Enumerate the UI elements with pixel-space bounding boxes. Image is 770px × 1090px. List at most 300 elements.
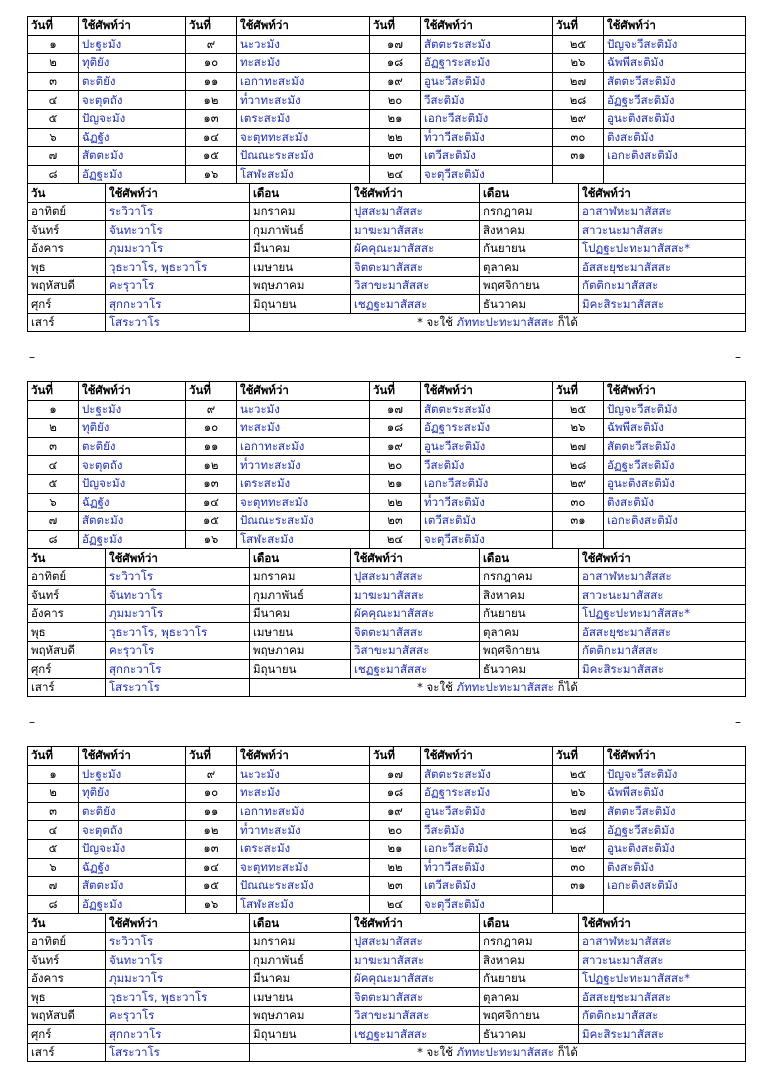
day-number: ๒๓ — [370, 512, 421, 531]
weekday-pali-word: วุธะวาโร, พุธะวาโร — [106, 258, 250, 277]
footnote-prefix: * จะใช้ — [417, 680, 457, 695]
day-pali-word: จะตุวีสะติมัง — [421, 530, 553, 549]
day-number: ๑ — [28, 35, 79, 54]
day-pali-word: อัฏฐะมัง — [79, 895, 186, 914]
weekday-name: พุธ — [28, 623, 106, 642]
month-name: สิงหาคม — [480, 586, 579, 605]
month-name: ธันวาคม — [480, 295, 579, 314]
word-header: ใช้ศัพท์ว่า — [237, 17, 370, 36]
table-row — [28, 839, 746, 858]
month-pali-word: อาสาฬหะมาสัสสะ — [579, 567, 746, 586]
day-number: ๓๐ — [553, 128, 604, 147]
day-no-header: วันที่ — [370, 747, 421, 766]
table-row — [28, 313, 746, 332]
day-number: ๓๐ — [553, 493, 604, 512]
day-number: ๒๙ — [553, 839, 604, 858]
day-pali-word: ฉัฏฐัง — [79, 858, 186, 877]
weekday-name: อังคาร — [28, 239, 106, 258]
day-pali-word: อัฏฐะมัง — [79, 530, 186, 549]
table-row — [28, 493, 746, 512]
weekday-name: จันทร์ — [28, 221, 106, 240]
calendar-block — [27, 381, 745, 697]
day-pali-word: ฉัพพีสะติมัง — [604, 784, 746, 803]
day-number: ๑๙ — [370, 802, 421, 821]
weekday-pali-word: ระวิวาโร — [106, 932, 250, 951]
day-pali-word: ท๎วาวีสะติมัง — [421, 493, 553, 512]
day-number: ๓ — [28, 802, 79, 821]
table-row — [28, 54, 746, 73]
day-number: ๑๓ — [186, 474, 237, 493]
day-pali-word: เตวีสะติมัง — [421, 877, 553, 896]
footnote-prefix: * จะใช้ — [417, 315, 457, 330]
word-header: ใช้ศัพท์ว่า — [579, 914, 746, 932]
day-number: ๒๐ — [370, 821, 421, 840]
month-header: เดือน — [250, 914, 351, 932]
day-number: ๒๔ — [370, 165, 421, 184]
day-pali-word: อัฏฐะวีสะติมัง — [604, 91, 746, 110]
day-pali-word: ปัณณะระสะมัง — [237, 512, 370, 531]
weekday-pali-word: คะรุวาโร — [106, 1006, 250, 1025]
month-name: กันยายน — [480, 604, 579, 623]
weekday-name: พฤหัสบดี — [28, 1006, 106, 1025]
day-no-header: วันที่ — [370, 382, 421, 401]
table-row — [28, 276, 746, 295]
day-pali-word: ปัญจะวีสะติมัง — [604, 765, 746, 784]
table-row — [28, 147, 746, 166]
table-row — [28, 895, 746, 914]
month-name: มีนาคม — [250, 604, 351, 623]
day-pali-word: ตะติยัง — [79, 72, 186, 91]
month-name: เมษายน — [250, 258, 351, 277]
day-pali-word: สัตตะระสะมัง — [421, 400, 553, 419]
month-name: มกราคม — [250, 567, 351, 586]
day-pali-word: ปะฐะมัง — [79, 35, 186, 54]
day-no-header: วันที่ — [28, 747, 79, 766]
day-table-header-row — [28, 747, 746, 766]
weekday-name: พุธ — [28, 258, 106, 277]
day-number: ๒๘ — [553, 821, 604, 840]
word-header: ใช้ศัพท์ว่า — [106, 914, 250, 932]
day-pali-word: เอกาทะสะมัง — [237, 437, 370, 456]
word-header: ใช้ศัพท์ว่า — [421, 382, 553, 401]
day-number: ๑๐ — [186, 419, 237, 438]
day-number: ๒๖ — [553, 784, 604, 803]
day-pali-word: อูนะติงสะติมัง — [604, 839, 746, 858]
weekday-header: วัน — [28, 184, 106, 202]
empty-cell — [553, 165, 604, 184]
weekday-pali-word: จันทะวาโร — [106, 951, 250, 970]
day-number: ๙ — [186, 400, 237, 419]
table-row — [28, 419, 746, 438]
day-number: ๒๔ — [370, 895, 421, 914]
day-pali-word: ท๎วาวีสะติมัง — [421, 128, 553, 147]
day-pali-word: โสฬะสะมัง — [237, 895, 370, 914]
day-pali-word: ปัณณะระสะมัง — [237, 147, 370, 166]
day-pali-word: อัฏฐาระสะมัง — [421, 419, 553, 438]
day-table-header-row — [28, 382, 746, 401]
calendar-block — [27, 16, 745, 332]
month-name: กรกฎาคม — [480, 202, 579, 221]
weekday-month-header-row — [28, 549, 746, 567]
day-no-header: วันที่ — [370, 17, 421, 36]
day-number: ๒๓ — [370, 877, 421, 896]
day-pali-word: ท๎วาทะสะมัง — [237, 456, 370, 475]
day-number: ๕ — [28, 109, 79, 128]
table-row — [28, 400, 746, 419]
table-row — [28, 969, 746, 988]
weekday-name: อาทิตย์ — [28, 567, 106, 586]
day-pali-word: จะตุททะสะมัง — [237, 858, 370, 877]
day-number: ๒๙ — [553, 109, 604, 128]
day-pali-word: ทุติยัง — [79, 419, 186, 438]
day-number: ๑๘ — [370, 54, 421, 73]
month-pali-word: วิสาขะมาสัสสะ — [351, 1006, 480, 1025]
month-pali-word: สาวะนะมาสัสสะ — [579, 951, 746, 970]
weekday-pali-word: วุธะวาโร, พุธะวาโร — [106, 623, 250, 642]
day-pali-word: ปะฐะมัง — [79, 400, 186, 419]
empty-cell — [604, 530, 746, 549]
day-number: ๑ — [28, 765, 79, 784]
word-header: ใช้ศัพท์ว่า — [579, 184, 746, 202]
month-pali-word: จิตตะมาสัสสะ — [351, 988, 480, 1007]
empty-cell — [604, 165, 746, 184]
day-pali-word: เอกะวีสะติมัง — [421, 109, 553, 128]
month-name: มกราคม — [250, 932, 351, 951]
weekday-name: ศุกร์ — [28, 660, 106, 679]
day-pali-word: ทะสะมัง — [237, 784, 370, 803]
word-header: ใช้ศัพท์ว่า — [351, 914, 480, 932]
day-pali-word: เตระสะมัง — [237, 839, 370, 858]
day-pali-word: ทุติยัง — [79, 784, 186, 803]
weekday-month-header-row — [28, 914, 746, 932]
weekday-pali-word: โสระวาโร — [106, 678, 250, 697]
month-name: มกราคม — [250, 202, 351, 221]
cut-mark-left: – — [29, 350, 35, 364]
day-pali-word: ฉัฏฐัง — [79, 128, 186, 147]
day-number: ๒๘ — [553, 456, 604, 475]
table-row — [28, 784, 746, 803]
day-number: ๑๔ — [186, 858, 237, 877]
month-pali-word: จิตตะมาสัสสะ — [351, 623, 480, 642]
day-number: ๑๕ — [186, 877, 237, 896]
table-row — [28, 641, 746, 660]
month-name: กรกฎาคม — [480, 932, 579, 951]
footnote-alt-word: ภัททะปะทะมาสัสสะ — [456, 1045, 554, 1060]
day-number: ๘ — [28, 165, 79, 184]
weekday-month-table — [27, 914, 746, 1062]
day-pali-word: นะวะมัง — [237, 400, 370, 419]
day-pali-word: โสฬะสะมัง — [237, 530, 370, 549]
day-number: ๗ — [28, 147, 79, 166]
day-number: ๑๒ — [186, 821, 237, 840]
day-number: ๒ — [28, 784, 79, 803]
word-header: ใช้ศัพท์ว่า — [237, 747, 370, 766]
day-number: ๒๒ — [370, 858, 421, 877]
month-name: มิถุนายน — [250, 295, 351, 314]
day-pali-word: ตะติยัง — [79, 802, 186, 821]
month-header: เดือน — [250, 549, 351, 567]
day-pali-word: สัตตะมัง — [79, 147, 186, 166]
day-pali-word: ท๎วาทะสะมัง — [237, 821, 370, 840]
day-number: ๑๒ — [186, 456, 237, 475]
day-number: ๑๗ — [370, 765, 421, 784]
day-number: ๓๐ — [553, 858, 604, 877]
day-number: ๒๖ — [553, 419, 604, 438]
day-number: ๒๙ — [553, 474, 604, 493]
day-pali-word: จะตุตถัง — [79, 456, 186, 475]
month-pali-word: สาวะนะมาสัสสะ — [579, 586, 746, 605]
month-pali-word: อาสาฬหะมาสัสสะ — [579, 932, 746, 951]
day-number: ๑๙ — [370, 437, 421, 456]
day-number: ๓๑ — [553, 877, 604, 896]
month-name: กุมภาพันธ์ — [250, 221, 351, 240]
month-pali-word: เชฏฐะมาสัสสะ — [351, 1025, 480, 1044]
day-pali-word: ฉัพพีสะติมัง — [604, 54, 746, 73]
day-number: ๖ — [28, 493, 79, 512]
weekday-pali-word: จันทะวาโร — [106, 586, 250, 605]
day-pali-word: อูนะวีสะติมัง — [421, 802, 553, 821]
day-number: ๑๕ — [186, 512, 237, 531]
weekday-name: เสาร์ — [28, 1043, 106, 1062]
day-pali-word: ติงสะติมัง — [604, 858, 746, 877]
month-pali-word: เชฏฐะมาสัสสะ — [351, 660, 480, 679]
day-number: ๕ — [28, 839, 79, 858]
day-pali-word: อูนะวีสะติมัง — [421, 72, 553, 91]
footnote-suffix: ก็ได้ — [553, 315, 578, 330]
month-pali-word: ผัคคุณะมาสัสสะ — [351, 239, 480, 258]
day-pali-word: โสฬะสะมัง — [237, 165, 370, 184]
weekday-name: ศุกร์ — [28, 1025, 106, 1044]
day-number: ๑๐ — [186, 784, 237, 803]
day-number: ๗ — [28, 512, 79, 531]
table-row — [28, 951, 746, 970]
day-pali-word: ท๎วาทะสะมัง — [237, 91, 370, 110]
day-pali-word: วีสะติมัง — [421, 456, 553, 475]
month-name: พฤษภาคม — [250, 641, 351, 660]
day-number: ๘ — [28, 895, 79, 914]
month-name: ตุลาคม — [480, 623, 579, 642]
month-name: พฤษภาคม — [250, 276, 351, 295]
day-number: ๑๑ — [186, 437, 237, 456]
day-number: ๓๑ — [553, 512, 604, 531]
table-row — [28, 765, 746, 784]
cut-mark-left: – — [29, 715, 35, 729]
day-no-header: วันที่ — [28, 382, 79, 401]
day-number: ๒๓ — [370, 147, 421, 166]
month-pali-word: ผัคคุณะมาสัสสะ — [351, 604, 480, 623]
table-row — [28, 802, 746, 821]
day-pali-word: ติงสะติมัง — [604, 128, 746, 147]
weekday-name: พุธ — [28, 988, 106, 1007]
table-row — [28, 604, 746, 623]
day-pali-word: สัตตะวีสะติมัง — [604, 72, 746, 91]
word-header: ใช้ศัพท์ว่า — [579, 549, 746, 567]
day-number: ๒๐ — [370, 456, 421, 475]
month-name: ธันวาคม — [480, 660, 579, 679]
day-number: ๒๑ — [370, 109, 421, 128]
table-row — [28, 202, 746, 221]
day-of-month-table — [27, 746, 746, 914]
weekday-pali-word: สุกกะวาโร — [106, 295, 250, 314]
table-row — [28, 530, 746, 549]
table-row — [28, 295, 746, 314]
day-number: ๔ — [28, 456, 79, 475]
day-number: ๑๕ — [186, 147, 237, 166]
table-row — [28, 109, 746, 128]
day-pali-word: อัฏฐะมัง — [79, 165, 186, 184]
day-number: ๒ — [28, 419, 79, 438]
day-pali-word: อูนะติงสะติมัง — [604, 109, 746, 128]
day-pali-word: จะตุททะสะมัง — [237, 493, 370, 512]
day-pali-word: ทะสะมัง — [237, 54, 370, 73]
day-pali-word: เตระสะมัง — [237, 474, 370, 493]
month-name: พฤษภาคม — [250, 1006, 351, 1025]
weekday-month-header-row — [28, 184, 746, 202]
month-pali-word: โปฏฐะปะทะมาสัสสะ* — [579, 604, 746, 623]
month-header: เดือน — [250, 184, 351, 202]
weekday-name: พฤหัสบดี — [28, 641, 106, 660]
day-no-header: วันที่ — [553, 747, 604, 766]
word-header: ใช้ศัพท์ว่า — [351, 549, 480, 567]
month-name: พฤศจิกายน — [480, 1006, 579, 1025]
day-number: ๑๘ — [370, 784, 421, 803]
table-row — [28, 623, 746, 642]
day-pali-word: เอกะติงสะติมัง — [604, 877, 746, 896]
day-pali-word: อูนะวีสะติมัง — [421, 437, 553, 456]
month-name: สิงหาคม — [480, 951, 579, 970]
day-number: ๑๗ — [370, 400, 421, 419]
day-number: ๒๒ — [370, 128, 421, 147]
footnote-alt-word: ภัททะปะทะมาสัสสะ — [456, 680, 554, 695]
table-row — [28, 858, 746, 877]
table-row — [28, 35, 746, 54]
month-name: สิงหาคม — [480, 221, 579, 240]
weekday-pali-word: ระวิวาโร — [106, 567, 250, 586]
day-pali-word: ตะติยัง — [79, 437, 186, 456]
weekday-header: วัน — [28, 914, 106, 932]
day-number: ๕ — [28, 474, 79, 493]
weekday-name: อังคาร — [28, 969, 106, 988]
day-pali-word: ปัณณะระสะมัง — [237, 877, 370, 896]
table-row — [28, 128, 746, 147]
month-pali-word: มาฆะมาสัสสะ — [351, 221, 480, 240]
word-header: ใช้ศัพท์ว่า — [237, 382, 370, 401]
day-pali-word: สัตตะมัง — [79, 512, 186, 531]
month-pali-word: ปุสสะมาสัสสะ — [351, 202, 480, 221]
day-pali-word: ทุติยัง — [79, 54, 186, 73]
table-row — [28, 221, 746, 240]
month-pali-word: วิสาขะมาสัสสะ — [351, 276, 480, 295]
month-pali-word: มิคะสิระมาสัสสะ — [579, 295, 746, 314]
weekday-name: เสาร์ — [28, 678, 106, 697]
month-name: พฤศจิกายน — [480, 276, 579, 295]
table-row — [28, 660, 746, 679]
day-number: ๘ — [28, 530, 79, 549]
weekday-pali-word: จันทะวาโร — [106, 221, 250, 240]
word-header: ใช้ศัพท์ว่า — [79, 382, 186, 401]
month-pali-word: ผัคคุณะมาสัสสะ — [351, 969, 480, 988]
table-row — [28, 512, 746, 531]
day-pali-word: เตวีสะติมัง — [421, 512, 553, 531]
day-number: ๖ — [28, 128, 79, 147]
table-row — [28, 932, 746, 951]
day-pali-word: ปัญจะมัง — [79, 839, 186, 858]
word-header: ใช้ศัพท์ว่า — [604, 747, 746, 766]
month-name: กุมภาพันธ์ — [250, 586, 351, 605]
day-number: ๓ — [28, 72, 79, 91]
day-number: ๒๗ — [553, 802, 604, 821]
weekday-name: จันทร์ — [28, 951, 106, 970]
month-name: กันยายน — [480, 239, 579, 258]
day-no-header: วันที่ — [553, 382, 604, 401]
day-pali-word: สัตตะระสะมัง — [421, 35, 553, 54]
day-no-header: วันที่ — [186, 382, 237, 401]
cut-line-marks — [27, 715, 745, 727]
day-pali-word: ติงสะติมัง — [604, 493, 746, 512]
weekday-name: อังคาร — [28, 604, 106, 623]
weekday-pali-word: ภุมมะวาโร — [106, 604, 250, 623]
day-pali-word: สัตตะระสะมัง — [421, 765, 553, 784]
day-pali-word: อัฏฐาระสะมัง — [421, 54, 553, 73]
month-pali-word: วิสาขะมาสัสสะ — [351, 641, 480, 660]
month-name: กุมภาพันธ์ — [250, 951, 351, 970]
day-of-month-table — [27, 16, 746, 184]
month-name: มีนาคม — [250, 239, 351, 258]
month-name: เมษายน — [250, 623, 351, 642]
day-pali-word: เอกะวีสะติมัง — [421, 474, 553, 493]
table-row — [28, 1025, 746, 1044]
month-name: มิถุนายน — [250, 1025, 351, 1044]
cut-mark-right: – — [735, 350, 741, 364]
weekday-name: ศุกร์ — [28, 295, 106, 314]
weekday-month-table — [27, 549, 746, 697]
month-pali-word: โปฏฐะปะทะมาสัสสะ* — [579, 239, 746, 258]
day-pali-word: ปัญจะมัง — [79, 474, 186, 493]
table-row — [28, 877, 746, 896]
day-pali-word: ฉัพพีสะติมัง — [604, 419, 746, 438]
day-pali-word: ปัญจะวีสะติมัง — [604, 35, 746, 54]
cut-line-marks — [27, 350, 745, 362]
weekday-pali-word: ภุมมะวาโร — [106, 969, 250, 988]
weekday-pali-word: คะรุวาโร — [106, 641, 250, 660]
month-name: กันยายน — [480, 969, 579, 988]
footnote — [250, 678, 746, 697]
month-name: กรกฎาคม — [480, 567, 579, 586]
day-number: ๙ — [186, 35, 237, 54]
table-row — [28, 988, 746, 1007]
table-row — [28, 91, 746, 110]
month-pali-word: กัตติกะมาสัสสะ — [579, 276, 746, 295]
table-row — [28, 258, 746, 277]
word-header: ใช้ศัพท์ว่า — [79, 17, 186, 36]
footnote — [250, 1043, 746, 1062]
day-pali-word: นะวะมัง — [237, 765, 370, 784]
day-number: ๑๔ — [186, 493, 237, 512]
month-name: เมษายน — [250, 988, 351, 1007]
day-number: ๑๘ — [370, 419, 421, 438]
month-pali-word: เชฏฐะมาสัสสะ — [351, 295, 480, 314]
day-pali-word: สัตตะมัง — [79, 877, 186, 896]
day-no-header: วันที่ — [186, 17, 237, 36]
day-number: ๙ — [186, 765, 237, 784]
empty-cell — [604, 895, 746, 914]
month-name: มีนาคม — [250, 969, 351, 988]
day-number: ๒๗ — [553, 437, 604, 456]
day-number: ๑ — [28, 400, 79, 419]
day-number: ๑๐ — [186, 54, 237, 73]
day-number: ๑๓ — [186, 839, 237, 858]
day-pali-word: ท๎วาวีสะติมัง — [421, 858, 553, 877]
